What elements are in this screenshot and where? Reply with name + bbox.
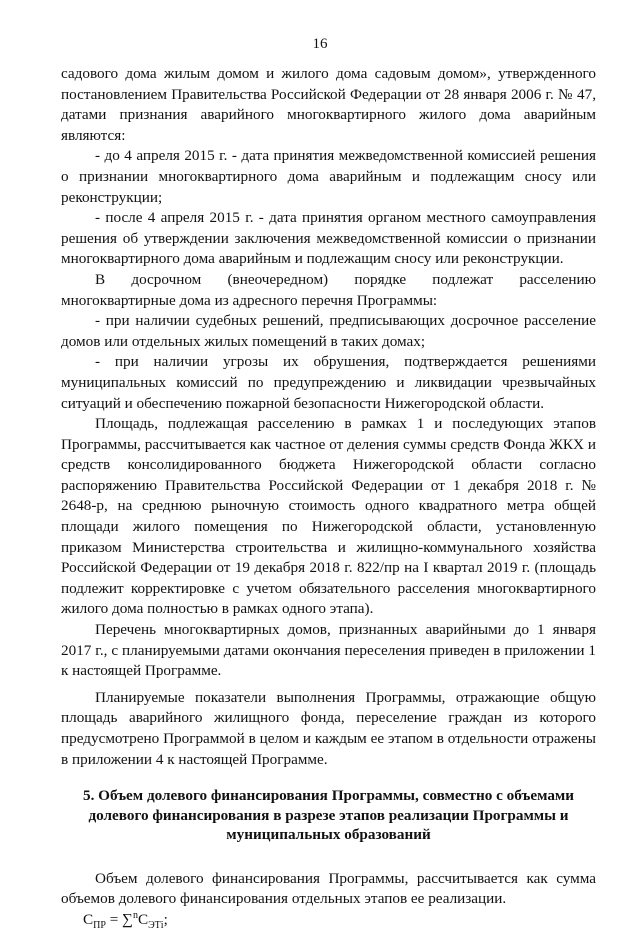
formula-rhs-subscript: ЭТi bbox=[148, 919, 164, 931]
paragraph: В досрочном (внеочередном) порядке подлежат расселению многоквартирные дома из адресного перечня Программы: bbox=[61, 270, 596, 309]
document-body bbox=[61, 64, 596, 930]
paragraph: Перечень многоквартирных домов, признанных аварийными до 1 января 2017 г., с планируемыми датами окончания переселения приведен в приложении 1 к настоящей Программе. bbox=[61, 621, 596, 680]
formula-sigma-superscript: n bbox=[132, 909, 138, 921]
paragraph: - при наличии судебных решений, предписывающих досрочное расселение домов или отдельных жилых помещений в таких домах; bbox=[61, 312, 596, 350]
formula bbox=[61, 910, 596, 931]
formula-equals: = bbox=[105, 910, 123, 928]
paragraph: Площадь, подлежащая расселению в рамках 1 и последующих этапов Программы, рассчитывается как частное от деления суммы средств Фонда ЖКХ и средств консолидированного бюджета Нижегородской области согласно распоряжению Правительства Российской Федерации от 1 декабря 2018 г. № 2648-р, на среднюю рыночную стоимость одного квадратного метра общей площади жилого помещения по Нижегородской области, установленную приказом Министерства строительства и жилищно-коммунального хозяйства Российской Федерации от 19 декабря 2018 г. 822/пр на I квартал 2019 г. (площадь подлежит корректировке с учетом обязательного расселения многоквартирного жилого дома полностью в рамках одного этапа). bbox=[61, 415, 596, 618]
formula-end: ; bbox=[163, 910, 168, 928]
section-heading: 5. Объем долевого финансирования Программы, совместно с объемами долевого финансирования в разрезе этапов реализации Программы и муниципальных образований bbox=[82, 787, 575, 844]
paragraph: Планируемые показатели выполнения Программы, отражающие общую площадь аварийного жилищного фонда, переселение граждан из которого предусмотрено Программой в целом и каждым ее этапом в отдельности отражены в приложении 4 к настоящей Программе. bbox=[61, 688, 596, 768]
formula-sigma: ∑ bbox=[122, 910, 133, 928]
formula-rhs: С bbox=[137, 910, 149, 928]
paragraph: - после 4 апреля 2015 г. - дата принятия органом местного самоуправления решения об утверждении заключения межведомственной комиссии о признании многоквартирного дома аварийным и подлежащим сносу или реконструкции. bbox=[61, 209, 596, 268]
paragraph: Объем долевого финансирования Программы, рассчитывается как сумма объемов долевого финансирования отдельных этапов ее реализации. bbox=[61, 869, 596, 908]
formula-lhs: С bbox=[83, 910, 94, 928]
paragraph: садового дома жилым домом и жилого дома садовым домом», утвержденного постановлением Правительства Российской Федерации от 28 января 2006 г. № 47, датами признания аварийного многоквартирного жилого дома аварийным являются: bbox=[61, 65, 596, 144]
paragraph: - при наличии угрозы их обрушения, подтверждается решениями муниципальных комиссий по предупреждению и ликвидации чрезвычайных ситуаций и обеспечению пожарной безопасности Нижегородской области. bbox=[61, 353, 596, 412]
page-number: 16 bbox=[312, 36, 328, 52]
paragraph: - до 4 апреля 2015 г. - дата принятия межведомственной комиссией решения о признании многоквартирного дома аварийным и подлежащим сносу или реконструкции; bbox=[61, 147, 596, 206]
formula-lhs-subscript: ПР bbox=[93, 919, 106, 931]
